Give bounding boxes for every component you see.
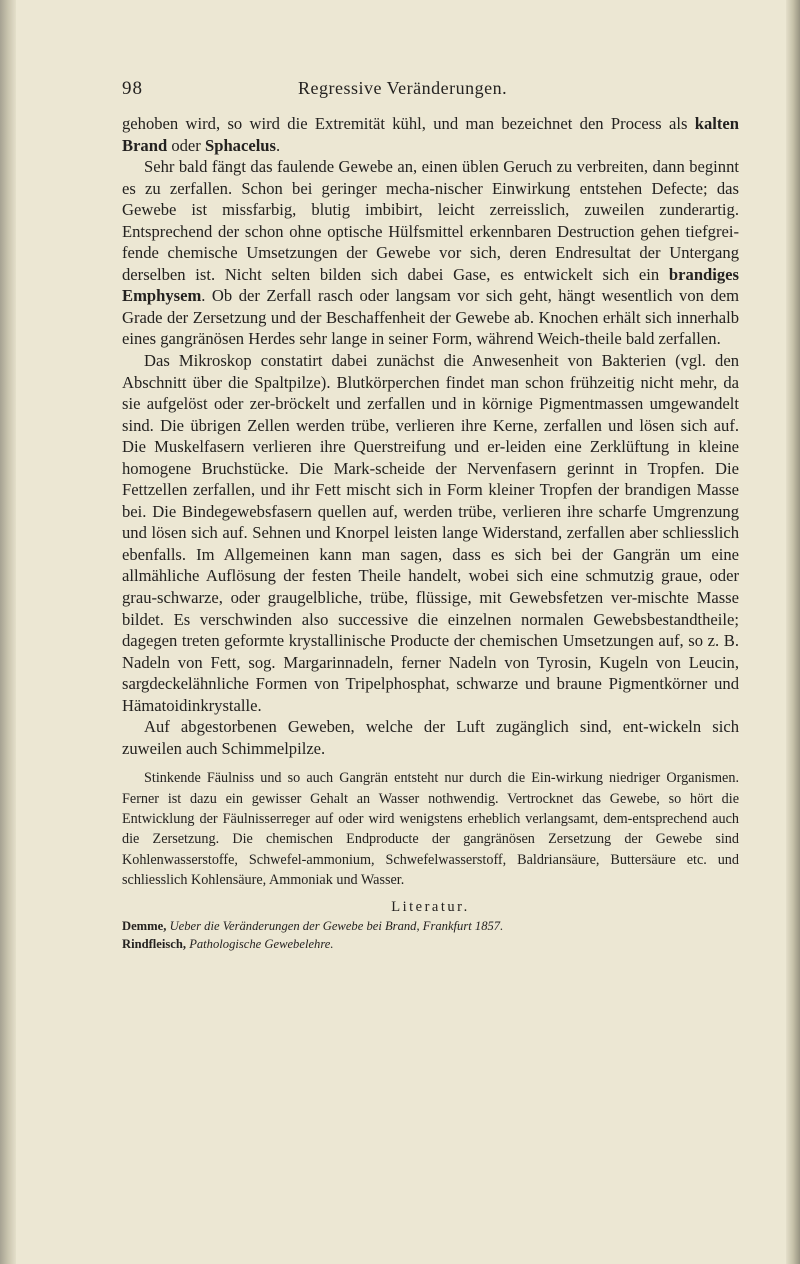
text-run: gehoben wird, so wird die Extremität kühl, und man bezeichnet den Process als: [122, 114, 695, 133]
literature-entry: [122, 918, 739, 936]
text-run: Das Mikroskop constatirt dabei zunächst die Anwesenheit von Bakterien (vgl. den Abschnitt über die Spaltpilze). Blutkörperchen findet man schon frühzeitig nicht mehr, da sie aufgelöst oder zer-bröckelt und zerfallen und in körnige Pigmentmassen umgewandelt sind. Die übrigen Zellen werden trübe, verlieren ihre Kerne, zerfallen und lösen sich auf. Die Muskelfasern verlieren ihre Querstreifung und er-leiden eine Zerklüftung in kleine homogene Bruchstücke. Die Mark-scheide der Nervenfasern gerinnt in Tropfen. Die Fettzellen zerfallen, und ihr Fett mischt sich in Form kleiner Tropfen der brandigen Masse bei. Die Bindegewebsfasern quellen auf, werden trübe, verlieren ihre scharfe Umgrenzung und lösen sich auf. Sehnen und Knorpel leisten lange Widerstand, zerfallen aber schliesslich ebenfalls. Im Allgemeinen kann man sagen, dass es sich bei der Gangrän um eine allmähliche Auflösung der festen Theile handelt, wobei sich eine schmutzig graue, oder grau-schwarze, oder graugelbliche, trübe, flüssige, mit Gewebsfetzen ver-mischte Masse bildet. Es verschwinden also successive die einzelnen normalen Gewebsbestandtheile; dagegen treten geformte krystallinische Producte der chemischen Umsetzungen auf, so z. B. Nadeln von Fett, sog. Margarinnadeln, ferner Nadeln von Tyrosin, Kugeln von Leucin, sargdeckelähnliche Formen von Tripelphosphat, schwarze und braune Pigmentkörner und Hämatoidinkrystalle.: [122, 351, 739, 715]
main-text: [122, 113, 739, 759]
paragraph: [122, 716, 739, 759]
running-head: [122, 78, 739, 106]
bold-term: Sphacelus: [204, 135, 276, 155]
literature-entry: [122, 936, 739, 954]
literature-list: [122, 918, 739, 953]
page-body: [122, 113, 739, 953]
page-left-edge: [0, 0, 16, 1264]
text-run: Sehr bald fängt das faulende Gewebe an, einen üblen Geruch zu verbreiten, dann beginnt es zu zerfallen. Schon bei geringer mecha-nischer Einwirkung entstehen Defecte; das Gewebe ist missfarbig, blutig imbibirt, leicht zerreisslich, zuweilen zunderartig. Entsprechend der schon ohne optische Hülfsmittel erkennbaren Destruction gehen tiefgrei-fende chemische Umsetzungen der Gewebe vor sich, deren Endresultat der Untergang derselben ist. Nicht selten bilden sich dabei Gase, es entwickelt sich ein: [122, 157, 739, 284]
running-title: Regressive Veränderungen.: [298, 78, 508, 98]
page-number: 98: [122, 78, 143, 99]
paragraph: [122, 113, 739, 156]
literature-title: Ueber die Veränderungen der Gewebe bei Brand,: [169, 919, 420, 934]
text-run: .: [276, 135, 281, 155]
literature-section: [122, 896, 739, 953]
text-run: oder: [167, 135, 205, 155]
bold-term: brandiges Emphysem: [122, 264, 739, 306]
bold-term: kalten Brand: [122, 114, 739, 155]
literature-author: Demme,: [122, 919, 167, 934]
paragraph: [122, 156, 739, 350]
literature-heading: Literatur.: [391, 899, 470, 916]
page-right-edge: [786, 0, 800, 1264]
literature-title: Pathologische Gewebelehre.: [189, 936, 334, 951]
text-run: Auf abgestorbenen Geweben, welche der Luft zugänglich sind, ent-wickeln sich zuweilen auch Schimmelpilze.: [122, 717, 739, 758]
paragraph: [122, 350, 739, 716]
literature-place-year: Frankfurt 1857.: [422, 919, 504, 934]
literature-author: Rindfleisch,: [122, 936, 187, 951]
text-run: . Ob der Zerfall rasch oder langsam vor sich geht, hängt wesentlich von dem Grade der Zersetzung und der Beschaffenheit der Gewebe ab. Knochen erhält sich innerhalb eines gangränösen Herdes sehr lange in seiner Form, während Weich-theile bald zerfallen.: [122, 286, 739, 349]
small-print-note: Stinkende Fäulniss und so auch Gangrän entsteht nur durch die Ein-wirkung niedriger Organismen. Ferner ist dazu ein gewisser Gehalt an Wasser nothwendig. Vertrocknet das Gewebe, so hört die Entwicklung der Fäulnisserreger auf oder wird wenigstens erheblich verlangsamt, dem-entsprechend auch die Zersetzung. Die chemischen Endproducte der gangränösen Zersetzung der Gewebe sind Kohlenwasserstoffe, Schwefel-ammonium, Schwefelwasserstoff, Baldriansäure, Buttersäure etc. und schliesslich Kohlensäure, Ammoniak und Wasser.: [122, 770, 739, 888]
